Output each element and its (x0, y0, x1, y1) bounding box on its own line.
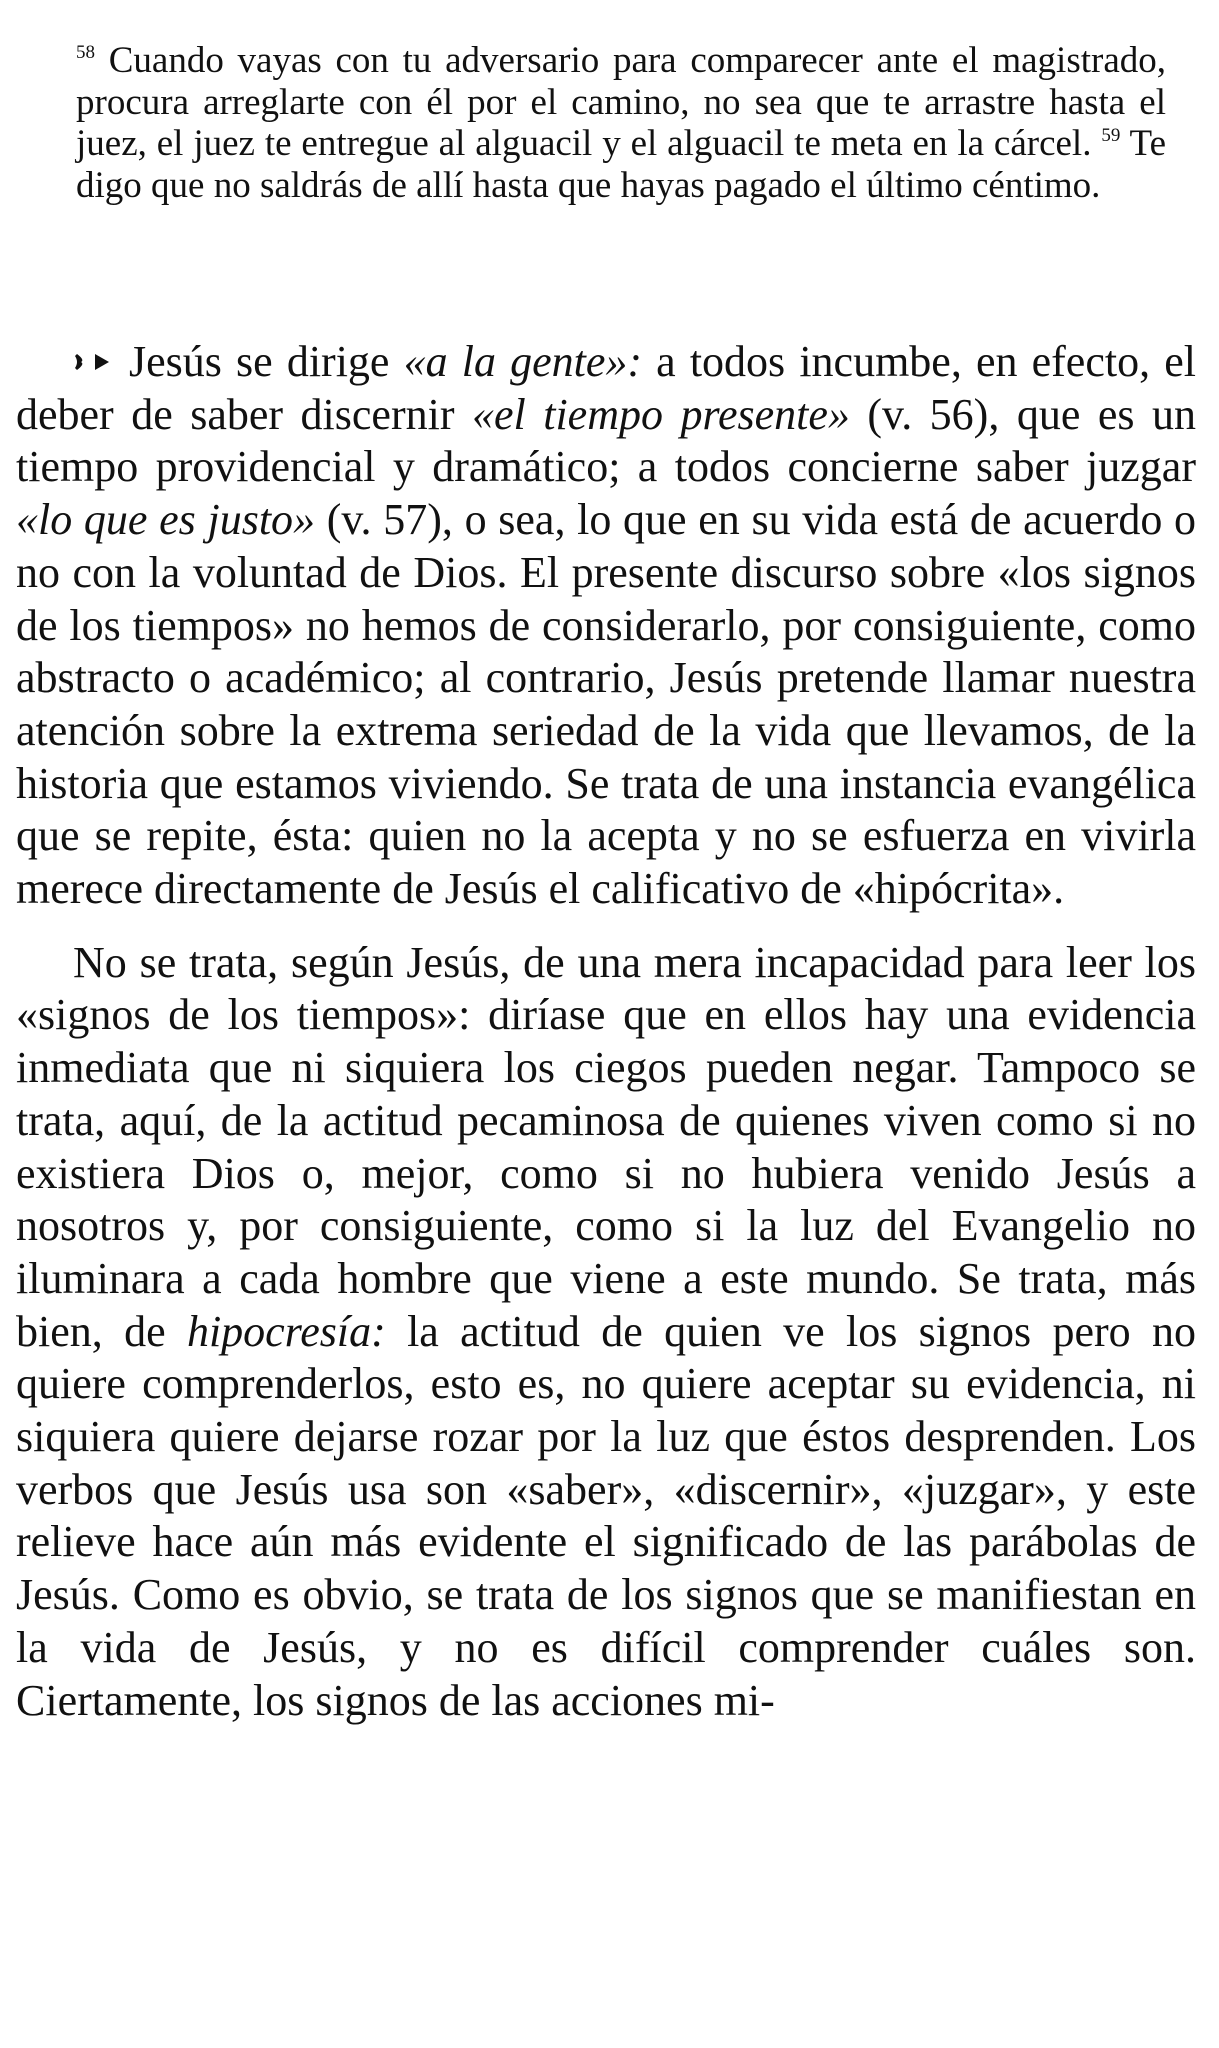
verse-59-text: Te digo que no saldrás de allí hasta que hayas pagado el último céntimo. (76, 123, 1166, 206)
quote-a-la-gente: «a la gente»: (403, 337, 643, 386)
verse-number-58: 58 (76, 42, 95, 63)
para1-segment-4: (v. 57), o sea, lo que en su vida está de acuerdo o no con la voluntad de Dios. El presente discurso sobre «los signos de los tiempos» no hemos de considerarlo, por consiguiente, como abstracto o académico; al contrario, Jesús pretende llamar nuestra atención sobre la extrema seriedad de la vida que llevamos, de la historia que estamos viviendo. Se trata de una instancia evangélica que se repite, ésta: quien no la acepta y no se esfuerza en vivirla merece directamente de Jesús el calificativo de «hipócrita». (16, 495, 1197, 914)
commentary-paragraph-2 (16, 937, 1196, 1728)
emphasis-hipocresia: hipocresía: (186, 1306, 386, 1356)
right-arrow-icon (73, 350, 111, 374)
quote-el-tiempo-presente: «el tiempo presente» (471, 389, 850, 439)
para2-segment-1: No se trata, según Jesús, de una mera incapacidad para leer los «signos de los tiempos»: diríase que en ellos hay una evidencia inmediata que ni siquiera los ciegos pueden negar. Tampoco se trata, aquí, de la actitud pecaminosa de quienes viven como si no existiera Dios o, mejor, como si no hubiera venido Jesús a nosotros y, por consiguiente, como si la luz del Evangelio no iluminara a cada hombre que viene a este mundo. Se trata, más bien, de (16, 937, 1196, 1356)
commentary-paragraph-1 (16, 336, 1196, 916)
quote-lo-que-es-justo: «lo que es justo» (16, 495, 316, 545)
scripture-passage (76, 40, 1166, 206)
commentary-text (16, 336, 1196, 1727)
verse-number-59: 59 (1101, 125, 1121, 146)
para1-segment-3: (v. 56), que es un tiempo providencial y dramático; a todos concierne saber juzgar (16, 389, 1196, 492)
para2-segment-2: la actitud de quien ve los signos pero no quiere comprenderlos, esto es, no quiere aceptar su evidencia, ni siquiera quiere dejarse rozar por la luz que éstos desprenden. Los verbos que Jesús usa son «saber», «discernir», «juzgar», y este relieve hace aún más evidente el significado de las parábolas de Jesús. Como es obvio, se trata de los signos que se manifiestan en la vida de Jesús, y no es difícil comprender cuáles son. Ciertamente, los signos de las acciones mi- (16, 1306, 1196, 1725)
verse-58-text: Cuando vayas con tu adversario para comparecer ante el magistrado, procura arreglarte con él por el camino, no sea que te arrastre hasta el juez, el juez te entregue al alguacil y el alguacil te meta en la cárcel. (76, 40, 1166, 164)
para1-segment-1: Jesús se dirige (129, 337, 404, 386)
para1-segment-2: a todos incumbe, en efecto, el deber de saber discernir (16, 337, 1196, 439)
